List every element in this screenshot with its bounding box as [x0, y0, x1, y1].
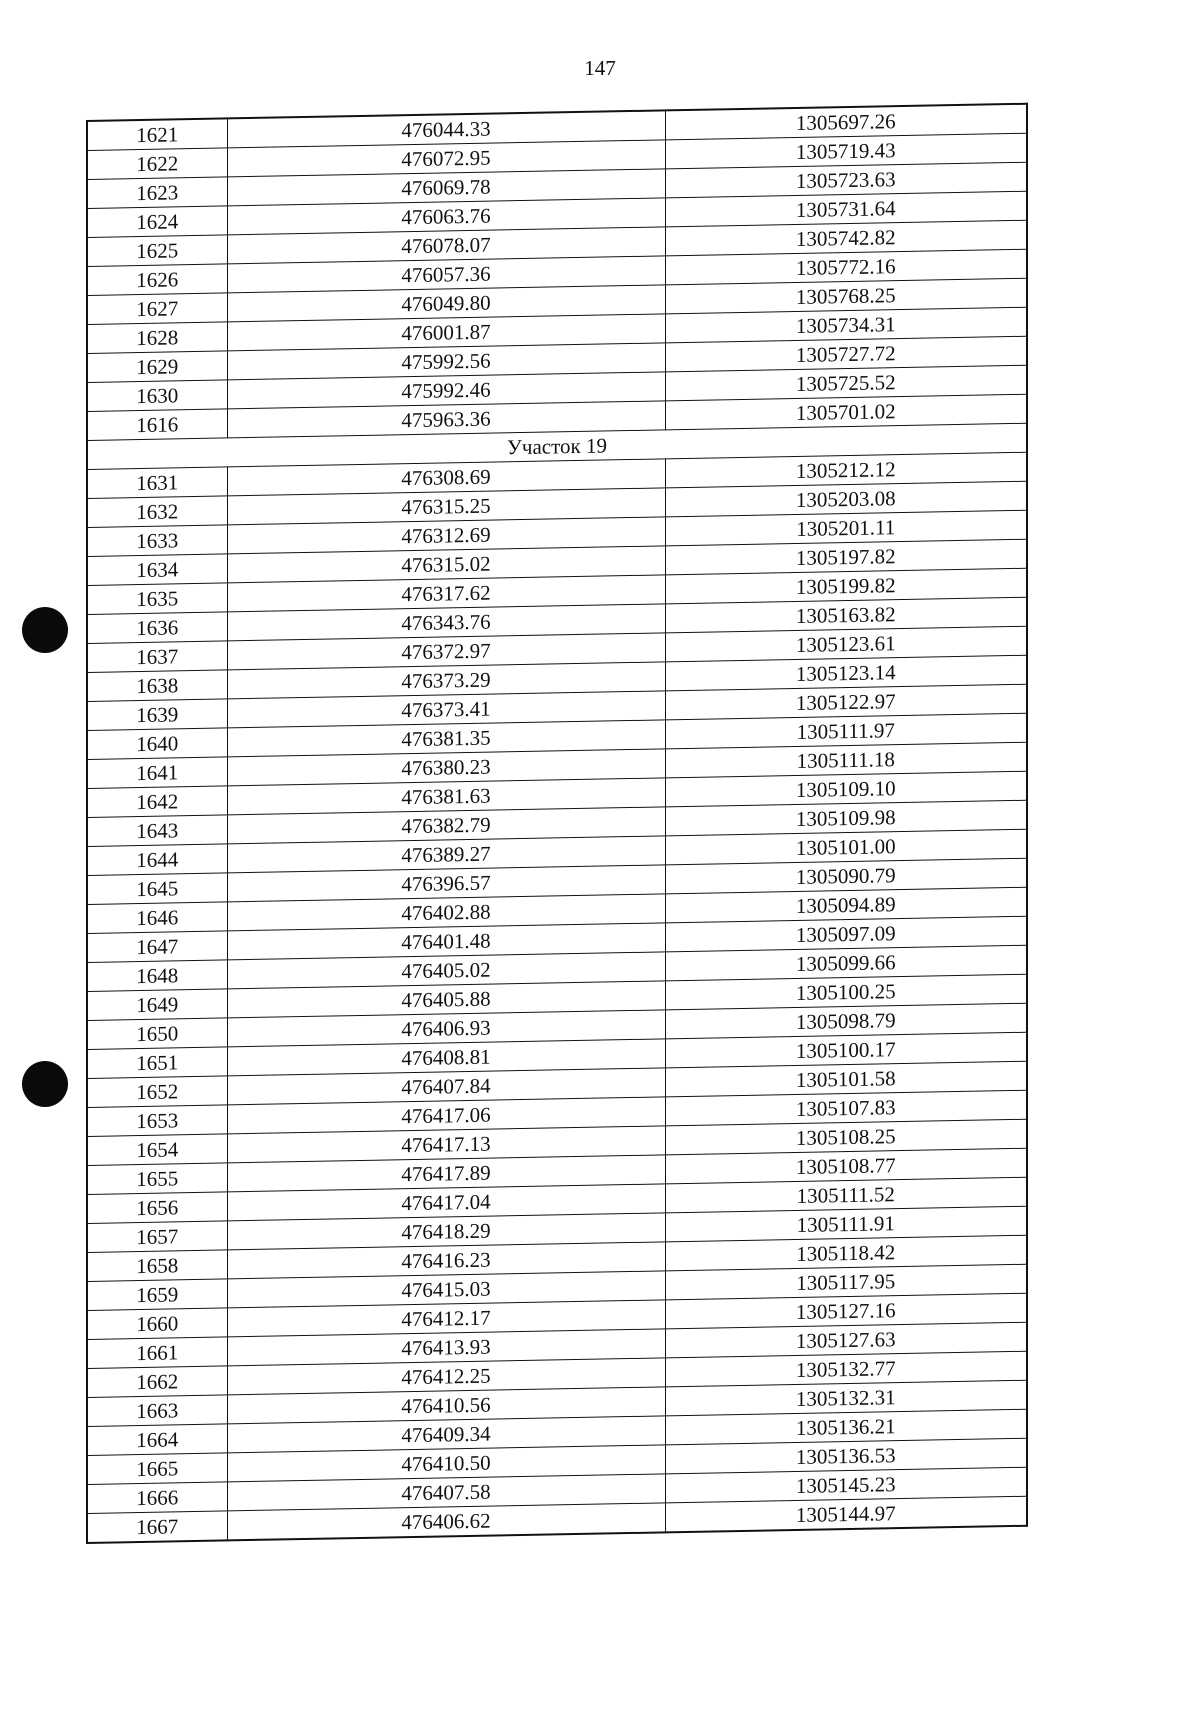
y-coordinate-cell: 1305117.95 [665, 1264, 1027, 1300]
point-number-cell: 1637 [87, 641, 227, 673]
x-coordinate-cell: 476410.50 [227, 1445, 665, 1482]
y-coordinate-cell: 1305136.21 [665, 1409, 1027, 1445]
y-coordinate-cell: 1305203.08 [665, 481, 1027, 517]
y-coordinate-cell: 1305725.52 [665, 365, 1027, 401]
point-number-cell: 1628 [87, 322, 227, 354]
point-number-cell: 1629 [87, 351, 227, 383]
punch-hole [22, 607, 68, 653]
point-number-cell: 1641 [87, 757, 227, 789]
x-coordinate-cell: 476078.07 [227, 227, 665, 264]
point-number-cell: 1642 [87, 786, 227, 818]
x-coordinate-cell: 476381.35 [227, 720, 665, 757]
point-number-cell: 1664 [87, 1424, 227, 1456]
coordinates-table [86, 103, 1028, 1544]
point-number-cell: 1632 [87, 496, 227, 528]
point-number-cell: 1644 [87, 844, 227, 876]
x-coordinate-cell: 476396.57 [227, 865, 665, 902]
point-number-cell: 1639 [87, 699, 227, 731]
x-coordinate-cell: 476381.63 [227, 778, 665, 815]
y-coordinate-cell: 1305111.91 [665, 1206, 1027, 1242]
y-coordinate-cell: 1305132.31 [665, 1380, 1027, 1416]
x-coordinate-cell: 476001.87 [227, 314, 665, 351]
x-coordinate-cell: 476418.29 [227, 1213, 665, 1250]
point-number-cell: 1657 [87, 1221, 227, 1253]
point-number-cell: 1658 [87, 1250, 227, 1282]
x-coordinate-cell: 476406.93 [227, 1010, 665, 1047]
y-coordinate-cell: 1305111.97 [665, 713, 1027, 749]
point-number-cell: 1655 [87, 1163, 227, 1195]
point-number-cell: 1624 [87, 206, 227, 238]
x-coordinate-cell: 476308.69 [227, 459, 665, 496]
point-number-cell: 1645 [87, 873, 227, 905]
point-number-cell: 1649 [87, 989, 227, 1021]
y-coordinate-cell: 1305123.14 [665, 655, 1027, 691]
x-coordinate-cell: 476402.88 [227, 894, 665, 931]
y-coordinate-cell: 1305111.18 [665, 742, 1027, 778]
point-number-cell: 1623 [87, 177, 227, 209]
point-number-cell: 1621 [87, 118, 227, 150]
y-coordinate-cell: 1305145.23 [665, 1467, 1027, 1503]
point-number-cell: 1652 [87, 1076, 227, 1108]
x-coordinate-cell: 476049.80 [227, 285, 665, 322]
y-coordinate-cell: 1305123.61 [665, 626, 1027, 662]
point-number-cell: 1646 [87, 902, 227, 934]
x-coordinate-cell: 476412.17 [227, 1300, 665, 1337]
x-coordinate-cell: 476401.48 [227, 923, 665, 960]
point-number-cell: 1659 [87, 1279, 227, 1311]
x-coordinate-cell: 476315.25 [227, 488, 665, 525]
x-coordinate-cell: 476417.13 [227, 1126, 665, 1163]
x-coordinate-cell: 476407.84 [227, 1068, 665, 1105]
y-coordinate-cell: 1305099.66 [665, 945, 1027, 981]
point-number-cell: 1622 [87, 148, 227, 180]
x-coordinate-cell: 476072.95 [227, 140, 665, 177]
y-coordinate-cell: 1305100.17 [665, 1032, 1027, 1068]
x-coordinate-cell: 476410.56 [227, 1387, 665, 1424]
point-number-cell: 1656 [87, 1192, 227, 1224]
y-coordinate-cell: 1305772.16 [665, 249, 1027, 285]
y-coordinate-cell: 1305734.31 [665, 307, 1027, 343]
y-coordinate-cell: 1305719.43 [665, 133, 1027, 169]
y-coordinate-cell: 1305109.10 [665, 771, 1027, 807]
point-number-cell: 1631 [87, 467, 227, 499]
x-coordinate-cell: 476417.06 [227, 1097, 665, 1134]
point-number-cell: 1630 [87, 380, 227, 412]
x-coordinate-cell: 476389.27 [227, 836, 665, 873]
y-coordinate-cell: 1305101.00 [665, 829, 1027, 865]
y-coordinate-cell: 1305197.82 [665, 539, 1027, 575]
y-coordinate-cell: 1305212.12 [665, 452, 1027, 488]
y-coordinate-cell: 1305731.64 [665, 191, 1027, 227]
x-coordinate-cell: 476405.02 [227, 952, 665, 989]
point-number-cell: 1633 [87, 525, 227, 557]
x-coordinate-cell: 476343.76 [227, 604, 665, 641]
y-coordinate-cell: 1305132.77 [665, 1351, 1027, 1387]
point-number-cell: 1666 [87, 1482, 227, 1514]
y-coordinate-cell: 1305108.25 [665, 1119, 1027, 1155]
y-coordinate-cell: 1305122.97 [665, 684, 1027, 720]
point-number-cell: 1651 [87, 1047, 227, 1079]
y-coordinate-cell: 1305111.52 [665, 1177, 1027, 1213]
x-coordinate-cell: 475963.36 [227, 401, 665, 438]
x-coordinate-cell: 476406.62 [227, 1503, 665, 1541]
coordinates-table-wrapper [86, 103, 1026, 1544]
point-number-cell: 1667 [87, 1511, 227, 1543]
y-coordinate-cell: 1305127.16 [665, 1293, 1027, 1329]
coordinates-table-body [87, 104, 1027, 1543]
y-coordinate-cell: 1305090.79 [665, 858, 1027, 894]
x-coordinate-cell: 475992.56 [227, 343, 665, 380]
page-number: 147 [584, 56, 616, 80]
point-number-cell: 1662 [87, 1366, 227, 1398]
y-coordinate-cell: 1305108.77 [665, 1148, 1027, 1184]
x-coordinate-cell: 476413.93 [227, 1329, 665, 1366]
point-number-cell: 1640 [87, 728, 227, 760]
section-title: Участок 19 [87, 423, 1027, 469]
point-number-cell: 1635 [87, 583, 227, 615]
x-coordinate-cell: 476415.03 [227, 1271, 665, 1308]
point-number-cell: 1634 [87, 554, 227, 586]
point-number-cell: 1638 [87, 670, 227, 702]
y-coordinate-cell: 1305118.42 [665, 1235, 1027, 1271]
y-coordinate-cell: 1305100.25 [665, 974, 1027, 1010]
y-coordinate-cell: 1305723.63 [665, 162, 1027, 198]
x-coordinate-cell: 476412.25 [227, 1358, 665, 1395]
x-coordinate-cell: 476373.29 [227, 662, 665, 699]
y-coordinate-cell: 1305127.63 [665, 1322, 1027, 1358]
y-coordinate-cell: 1305701.02 [665, 394, 1027, 430]
y-coordinate-cell: 1305727.72 [665, 336, 1027, 372]
x-coordinate-cell: 476044.33 [227, 110, 665, 148]
x-coordinate-cell: 476417.89 [227, 1155, 665, 1192]
y-coordinate-cell: 1305697.26 [665, 104, 1027, 140]
y-coordinate-cell: 1305199.82 [665, 568, 1027, 604]
x-coordinate-cell: 476315.02 [227, 546, 665, 583]
point-number-cell: 1616 [87, 409, 227, 441]
point-number-cell: 1660 [87, 1308, 227, 1340]
x-coordinate-cell: 475992.46 [227, 372, 665, 409]
x-coordinate-cell: 476382.79 [227, 807, 665, 844]
point-number-cell: 1647 [87, 931, 227, 963]
y-coordinate-cell: 1305742.82 [665, 220, 1027, 256]
x-coordinate-cell: 476408.81 [227, 1039, 665, 1076]
y-coordinate-cell: 1305201.11 [665, 510, 1027, 546]
y-coordinate-cell: 1305163.82 [665, 597, 1027, 633]
x-coordinate-cell: 476417.04 [227, 1184, 665, 1221]
y-coordinate-cell: 1305101.58 [665, 1061, 1027, 1097]
y-coordinate-cell: 1305768.25 [665, 278, 1027, 314]
x-coordinate-cell: 476405.88 [227, 981, 665, 1018]
y-coordinate-cell: 1305107.83 [665, 1090, 1027, 1126]
point-number-cell: 1653 [87, 1105, 227, 1137]
point-number-cell: 1625 [87, 235, 227, 267]
point-number-cell: 1648 [87, 960, 227, 992]
x-coordinate-cell: 476373.41 [227, 691, 665, 728]
x-coordinate-cell: 476063.76 [227, 198, 665, 235]
point-number-cell: 1627 [87, 293, 227, 325]
x-coordinate-cell: 476372.97 [227, 633, 665, 670]
x-coordinate-cell: 476409.34 [227, 1416, 665, 1453]
x-coordinate-cell: 476317.62 [227, 575, 665, 612]
point-number-cell: 1654 [87, 1134, 227, 1166]
y-coordinate-cell: 1305098.79 [665, 1003, 1027, 1039]
point-number-cell: 1643 [87, 815, 227, 847]
point-number-cell: 1636 [87, 612, 227, 644]
punch-hole [22, 1061, 68, 1107]
x-coordinate-cell: 476069.78 [227, 169, 665, 206]
point-number-cell: 1650 [87, 1018, 227, 1050]
x-coordinate-cell: 476380.23 [227, 749, 665, 786]
y-coordinate-cell: 1305136.53 [665, 1438, 1027, 1474]
point-number-cell: 1626 [87, 264, 227, 296]
point-number-cell: 1661 [87, 1337, 227, 1369]
y-coordinate-cell: 1305097.09 [665, 916, 1027, 952]
y-coordinate-cell: 1305109.98 [665, 800, 1027, 836]
x-coordinate-cell: 476407.58 [227, 1474, 665, 1511]
x-coordinate-cell: 476312.69 [227, 517, 665, 554]
x-coordinate-cell: 476057.36 [227, 256, 665, 293]
y-coordinate-cell: 1305144.97 [665, 1496, 1027, 1532]
x-coordinate-cell: 476416.23 [227, 1242, 665, 1279]
point-number-cell: 1665 [87, 1453, 227, 1485]
y-coordinate-cell: 1305094.89 [665, 887, 1027, 923]
point-number-cell: 1663 [87, 1395, 227, 1427]
